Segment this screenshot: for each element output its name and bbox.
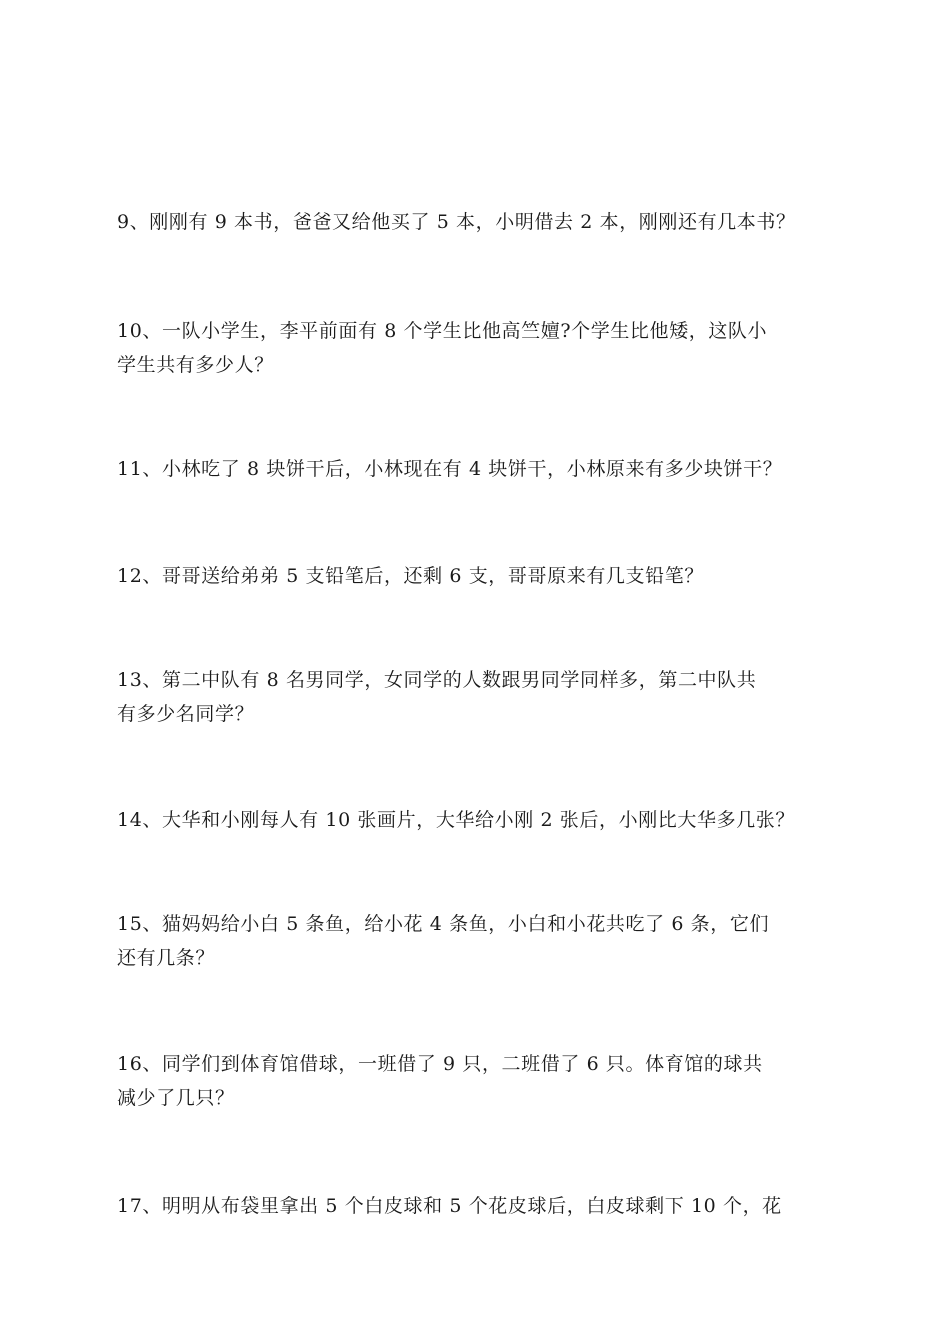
problem-line: 9、刚刚有 9 本书，爸爸又给他买了 5 本，小明借去 2 本，刚刚还有几本书？ (117, 211, 796, 233)
problem-line: 12、哥哥送给弟弟 5 支铅笔后，还剩 6 支，哥哥原来有几支铅笔？ (117, 565, 704, 587)
problem-line: 17、明明从布袋里拿出 5 个白皮球和 5 个花皮球后，白皮球剩下 10 个，花 (117, 1195, 782, 1217)
problem-line: 10、一队小学生，李平前面有 8 个学生比他高竺嬗?个学生比他矮，这队小 (117, 320, 768, 342)
problem-line: 14、大华和小刚每人有 10 张画片，大华给小刚 2 张后，小刚比大华多几张？ (117, 809, 796, 831)
problem-12 (117, 559, 837, 593)
problem-line: 学生共有多少人？ (117, 354, 274, 376)
problem-line: 还有几条？ (117, 947, 216, 969)
problem-16 (117, 1047, 837, 1115)
problem-line: 有多少名同学？ (117, 703, 255, 725)
problem-line: 13、第二中队有 8 名男同学，女同学的人数跟男同学同样多，第二中队共 (117, 669, 757, 691)
problem-line: 11、小林吃了 8 块饼干后，小林现在有 4 块饼干，小林原来有多少块饼干？ (117, 458, 783, 480)
problem-15 (117, 907, 837, 975)
problem-17 (117, 1189, 837, 1223)
problem-13 (117, 663, 837, 731)
problem-10 (117, 314, 837, 382)
problem-line: 16、同学们到体育馆借球，一班借了 9 只，二班借了 6 只。体育馆的球共 (117, 1053, 763, 1075)
problem-9 (117, 205, 837, 239)
problem-line: 减少了几只？ (117, 1087, 235, 1109)
problem-line: 15、猫妈妈给小白 5 条鱼，给小花 4 条鱼，小白和小花共吃了 6 条，它们 (117, 913, 770, 935)
problem-11 (117, 452, 837, 486)
problem-14 (117, 803, 837, 837)
